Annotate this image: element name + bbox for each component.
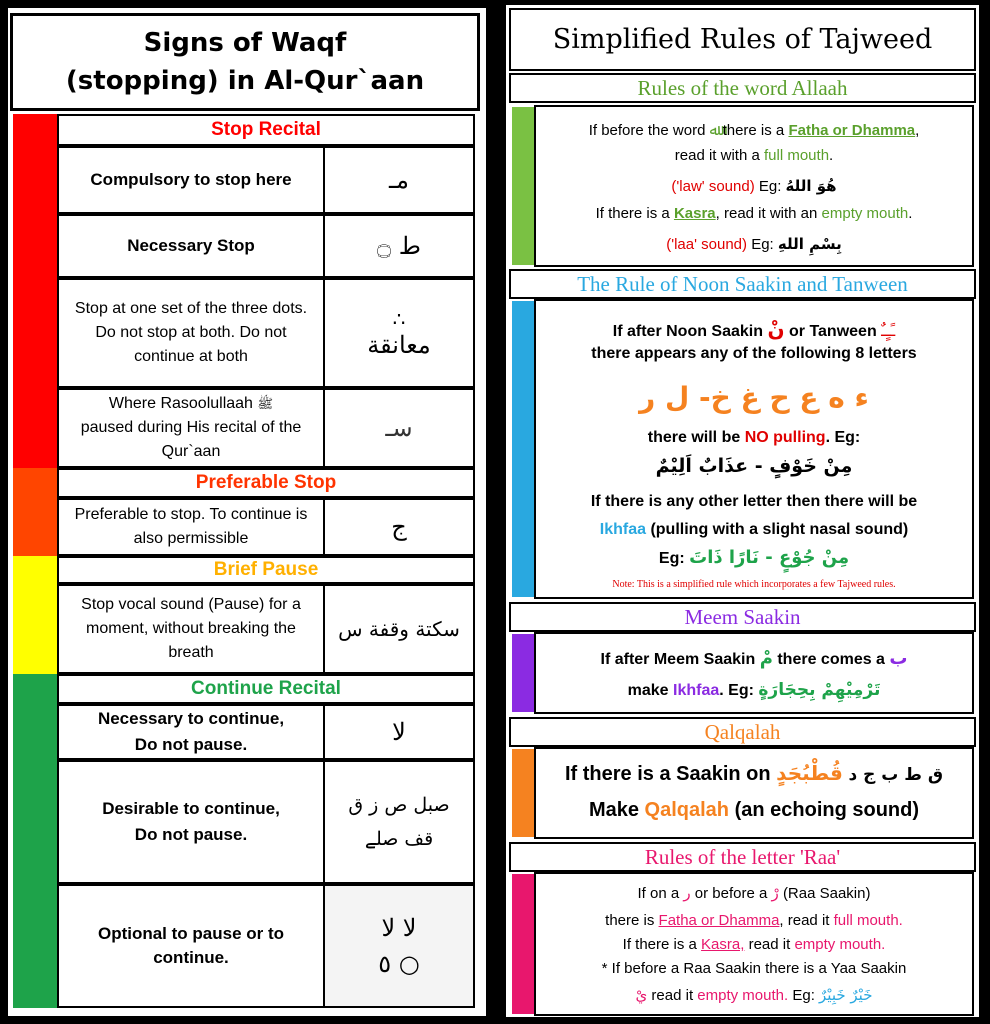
empty-mouth-text: empty mouth.	[794, 936, 886, 953]
waqf-row	[57, 498, 475, 556]
sign-part: لا لا	[381, 914, 417, 942]
rule-line	[536, 235, 972, 253]
raa-box	[534, 872, 974, 1016]
text: . Eg:	[825, 429, 861, 446]
tajweed-title: Simplified Rules of Tajweed	[509, 8, 976, 71]
text: make	[627, 682, 669, 699]
waqf-row	[57, 146, 475, 214]
waqf-row-desc	[59, 762, 325, 882]
ikhfaa-text: Ikhfaa	[673, 682, 720, 699]
waqf-row-desc	[59, 706, 325, 758]
qalqalah-box	[534, 747, 974, 839]
fatha-dhamma-link: Fatha or Dhamma	[658, 912, 780, 929]
arabic-example: مِنْ خَوْفٍ - عذَابٌ اَلِيْمٌ	[655, 455, 853, 477]
waqf-row-sign: لا	[392, 718, 406, 746]
continue-color-bar	[13, 674, 57, 1008]
text: (pulling with a slight nasal sound)	[650, 521, 909, 538]
rule-line	[536, 884, 972, 902]
throat-letters: ء ه ع ح غ خ- ل ر	[639, 381, 869, 414]
waqf-title-line2: (stopping) in Al-Qur`aan	[65, 66, 425, 96]
waqf-row-sign: مـ	[389, 166, 409, 194]
empty-mouth-text: empty mouth.	[697, 987, 789, 1004]
tanween-glyph: ـًـٍـٌ	[881, 321, 896, 340]
waqf-signs-panel	[8, 8, 486, 1016]
preferable-color-bar	[13, 468, 57, 556]
qalqalah-letters: ق ط ب ج د	[848, 765, 944, 785]
text: If there is a Saakin on	[564, 763, 771, 785]
qalqalah-word: قُطْبُجَدٍ	[776, 761, 843, 785]
muanaqa-sign: معانقة	[367, 331, 431, 359]
text: Eg:	[792, 987, 815, 1004]
allaah-color-bar	[512, 107, 534, 265]
desc-part: Do not pause.	[134, 825, 248, 844]
text: (Raa Saakin)	[782, 885, 871, 902]
text: read it with a	[674, 147, 760, 164]
waqf-row-desc: Necessary Stop	[59, 216, 325, 276]
rule-line	[536, 317, 972, 341]
meem-color-bar	[512, 634, 534, 712]
arabic-example: هُوَ اللهُ	[785, 177, 837, 195]
text: Eg:	[658, 550, 685, 567]
baa-glyph: ب	[889, 648, 908, 669]
raa-glyph: ر	[683, 884, 691, 902]
waqf-row-desc: Compulsory to stop here	[59, 148, 325, 212]
waqf-row-sign: ج	[391, 513, 407, 541]
rule-line	[536, 986, 972, 1004]
noon-box	[534, 299, 974, 599]
waqf-row-desc: Stop vocal sound (Pause) for a moment, without breaking the breath	[59, 586, 325, 672]
noon-saakin-glyph: نْ	[767, 317, 785, 341]
ikhfaa-text: Ikhfaa	[599, 521, 646, 538]
text: there is a	[722, 122, 785, 139]
text: or Tanween	[789, 323, 877, 340]
tajweed-rules-panel	[506, 5, 979, 1017]
noon-header: The Rule of Noon Saakin and Tanween	[509, 269, 976, 299]
text: .	[829, 147, 834, 164]
arabic-example: خَيْرٌ خَبِيْرٌ	[819, 986, 873, 1004]
empty-mouth-text: empty mouth	[821, 205, 909, 222]
qalqalah-header: Qalqalah	[509, 717, 976, 747]
text: , read it	[779, 912, 830, 929]
arabic-example: تَرْمِيْهِمْ بِحِجَارَةٍ	[758, 680, 881, 700]
waqf-row	[57, 584, 475, 674]
text: .	[908, 205, 913, 222]
waqf-row-sign	[325, 280, 473, 386]
allaah-header: Rules of the word Allaah	[509, 73, 976, 103]
waqf-row-desc	[59, 390, 325, 466]
waqf-row-sign: سـ	[385, 414, 413, 442]
waqf-row	[57, 388, 475, 468]
arabic-example: بِسْمِ اللهِ	[777, 235, 842, 253]
fatha-dhamma-link: Fatha or Dhamma	[788, 122, 916, 139]
rule-line: * If before a Raa Saakin there is a Yaa Saakin	[601, 960, 907, 977]
brief-pause-header: Brief Pause	[57, 556, 475, 584]
raa-header: Rules of the letter 'Raa'	[509, 842, 976, 872]
waqf-row	[57, 884, 475, 1008]
rule-line	[536, 761, 972, 786]
sign-part: ٥ ○	[378, 950, 420, 978]
rule-line	[536, 205, 972, 222]
text: If there is a	[595, 205, 670, 222]
rule-line	[536, 680, 972, 700]
no-pulling-text: NO pulling	[744, 429, 826, 446]
brief-color-bar	[13, 556, 57, 674]
noon-color-bar	[512, 301, 534, 597]
full-mouth-text: full mouth.	[833, 912, 903, 929]
text: If there is a	[622, 936, 697, 953]
text: read it	[748, 936, 791, 953]
desc-part: Do not pause.	[134, 735, 248, 754]
waqf-row-sign	[325, 886, 473, 1006]
rule-line	[536, 177, 972, 195]
laa-sound-text: ('laa' sound)	[666, 236, 748, 253]
rule-line	[536, 799, 972, 822]
sign-part: صبل ص ز ق	[348, 794, 450, 816]
qalqalah-color-bar	[512, 749, 534, 837]
text: , read it with an	[715, 205, 818, 222]
kasra-link: Kasra	[673, 205, 716, 222]
waqf-row	[57, 704, 475, 760]
meem-box	[534, 632, 974, 714]
text: Eg:	[751, 236, 774, 253]
rule-line	[536, 912, 972, 929]
text: . Eg:	[719, 682, 754, 699]
rule-line	[536, 648, 972, 669]
continue-recital-header: Continue Recital	[57, 674, 475, 704]
yaa-saakin-glyph: يْ	[635, 986, 648, 1004]
allaah-box	[534, 105, 974, 267]
waqf-row-desc: Stop at one set of the three dots. Do not stop at both. Do not continue at both	[59, 280, 325, 386]
text: there comes a	[777, 651, 885, 668]
text: read it	[651, 987, 694, 1004]
sign-part: قف صلے	[364, 828, 434, 850]
raa-saakin-glyph: رْ	[771, 884, 779, 902]
honorific-icon: ﷺ	[257, 396, 274, 411]
full-mouth-text: full mouth	[764, 147, 830, 164]
arabic-example: مِنْ جُوْعٍ - نَارًا ذَاتَ	[689, 547, 850, 568]
rule-line	[536, 147, 972, 164]
qalqalah-text: Qalqalah	[644, 799, 730, 821]
text: If after Meem Saakin	[600, 651, 756, 668]
text: there will be	[647, 429, 741, 446]
desc-part: Where Rasoolullaah	[108, 395, 253, 412]
waqf-row	[57, 760, 475, 884]
rule-line	[536, 521, 972, 539]
waqf-row	[57, 214, 475, 278]
preferable-stop-header: Preferable Stop	[57, 468, 475, 498]
allaah-word: ﷲ	[709, 121, 719, 139]
kasra-link: Kasra,	[701, 936, 745, 953]
desc-part: paused during His recital of the Qur`aan	[80, 419, 302, 460]
rule-line	[536, 547, 972, 568]
waqf-title-line1: Signs of Waqf	[143, 28, 347, 58]
rule-line: If there is any other letter then there will be	[590, 493, 918, 510]
waqf-row-desc: Preferable to stop. To continue is also permissible	[59, 500, 325, 554]
text: Make	[588, 799, 639, 821]
waqf-row-sign: ط ۝	[377, 232, 421, 260]
waqf-row-sign: سكتة وقفة س	[338, 617, 460, 641]
law-sound-text: ('law' sound)	[671, 178, 755, 195]
rule-line	[536, 121, 972, 139]
raa-color-bar	[512, 874, 534, 1014]
text: Eg:	[758, 178, 782, 195]
meem-saakin-glyph: مْ	[759, 648, 773, 669]
simplified-note: Note: This is a simplified rule which incorporates a few Tajweed rules.	[612, 579, 896, 590]
text: If after Noon Saakin	[612, 323, 764, 340]
rule-line: there appears any of the following 8 letters	[591, 345, 917, 362]
text: ,	[915, 122, 920, 139]
rule-line	[536, 936, 972, 953]
text: If before the word	[588, 122, 706, 139]
desc-part: Necessary to continue,	[97, 709, 285, 728]
stop-recital-header: Stop Recital	[57, 114, 475, 146]
meem-header: Meem Saakin	[509, 602, 976, 632]
desc-part: Desirable to continue,	[102, 799, 280, 818]
text: If on a	[637, 885, 680, 902]
stop-color-bar	[13, 114, 57, 468]
waqf-row-desc: Optional to pause or to continue.	[59, 886, 325, 1006]
text: there is	[605, 912, 655, 929]
three-dots-sign: ∴	[392, 307, 406, 331]
text: or before a	[694, 885, 768, 902]
rule-line	[536, 429, 972, 447]
waqf-title	[10, 13, 480, 111]
waqf-row	[57, 278, 475, 388]
waqf-row-sign	[325, 762, 473, 882]
text: (an echoing sound)	[734, 799, 920, 821]
